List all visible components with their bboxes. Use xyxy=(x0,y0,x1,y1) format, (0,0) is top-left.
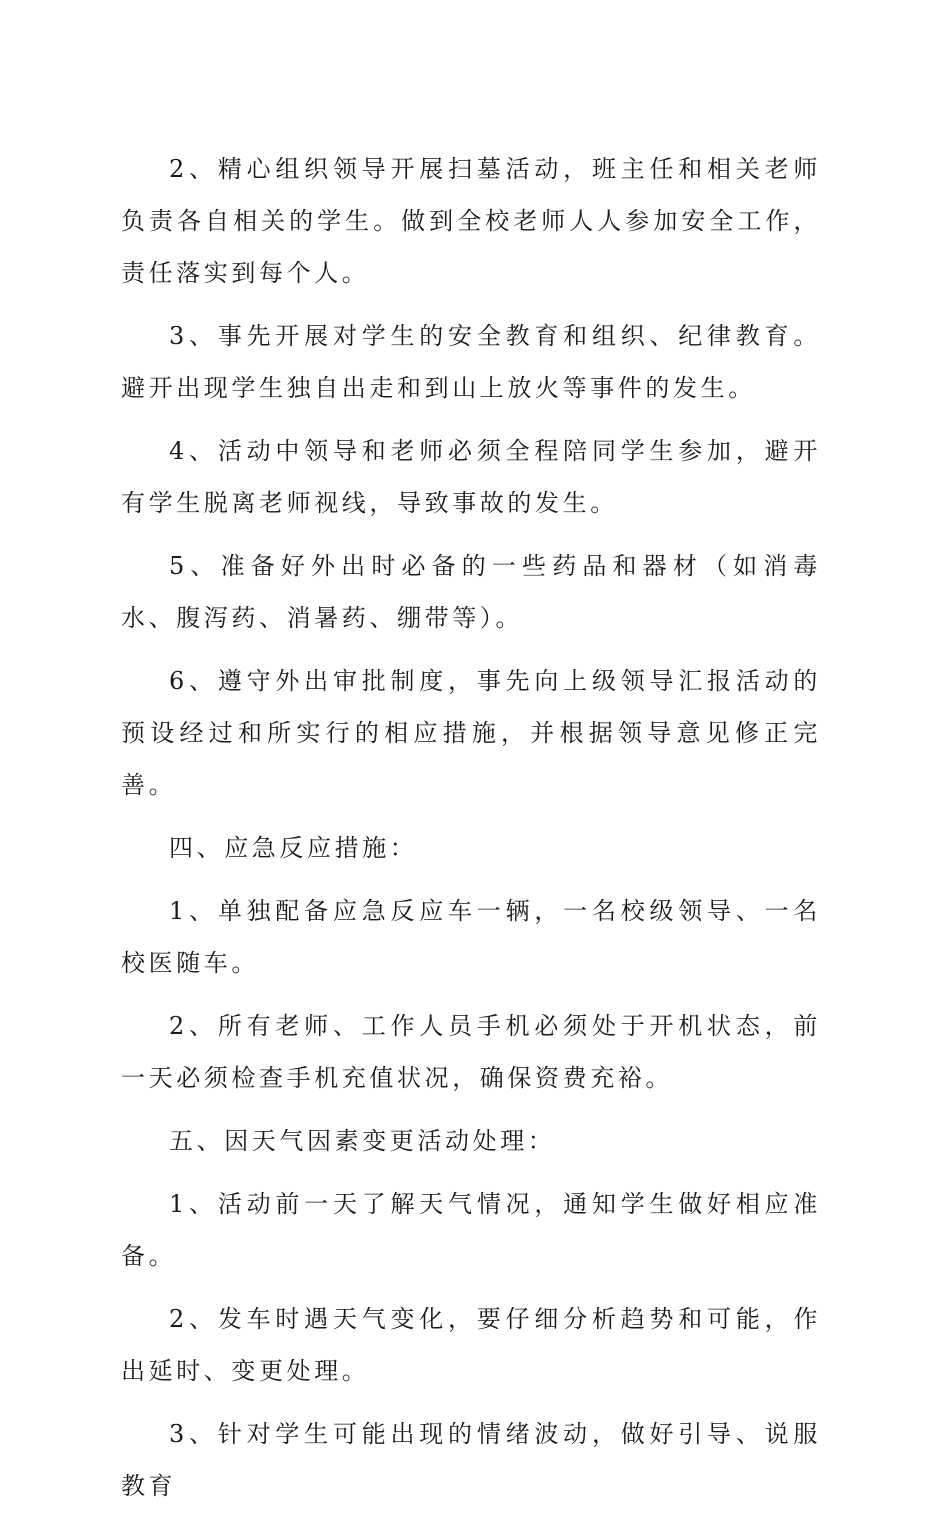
paragraph-emergency-1: 1、单独配备应急反应车一辆，一名校级领导、一名校医随车。 xyxy=(121,897,821,977)
section-heading-emergency: 四、应急反应措施： xyxy=(169,834,418,862)
paragraph-measure-6: 6、遵守外出审批制度，事先向上级领导汇报活动的预设经过和所实行的相应措施，并根据领导意见修正完善。 xyxy=(121,667,821,799)
paragraph-emergency-2: 2、所有老师、工作人员手机必须处于开机状态，前一天必须检查手机充值状况，确保资费充裕。 xyxy=(121,1012,821,1092)
document-body xyxy=(121,143,821,1523)
paragraph-measure-3: 3、事先开展对学生的安全教育和组织、纪律教育。避开出现学生独自出走和到山上放火等事件的发生。 xyxy=(121,322,821,402)
section-heading-weather: 五、因天气因素变更活动处理： xyxy=(169,1127,556,1155)
paragraph-measure-4: 4、活动中领导和老师必须全程陪同学生参加，避开有学生脱离老师视线，导致事故的发生。 xyxy=(121,437,821,517)
paragraph-weather-2: 2、发车时遇天气变化，要仔细分析趋势和可能，作出延时、变更处理。 xyxy=(121,1305,821,1385)
paragraph-weather-1: 1、活动前一天了解天气情况，通知学生做好相应准备。 xyxy=(121,1190,821,1270)
paragraph-measure-5: 5、准备好外出时必备的一些药品和器材（如消毒水、腹泻药、消暑药、绷带等）。 xyxy=(121,552,821,632)
paragraph-weather-3: 3、针对学生可能出现的情绪波动，做好引导、说服教育 xyxy=(121,1420,821,1500)
paragraph-measure-2: 2、精心组织领导开展扫墓活动，班主任和相关老师负责各自相关的学生。做到全校老师人人参加安全工作，责任落实到每个人。 xyxy=(121,155,821,287)
